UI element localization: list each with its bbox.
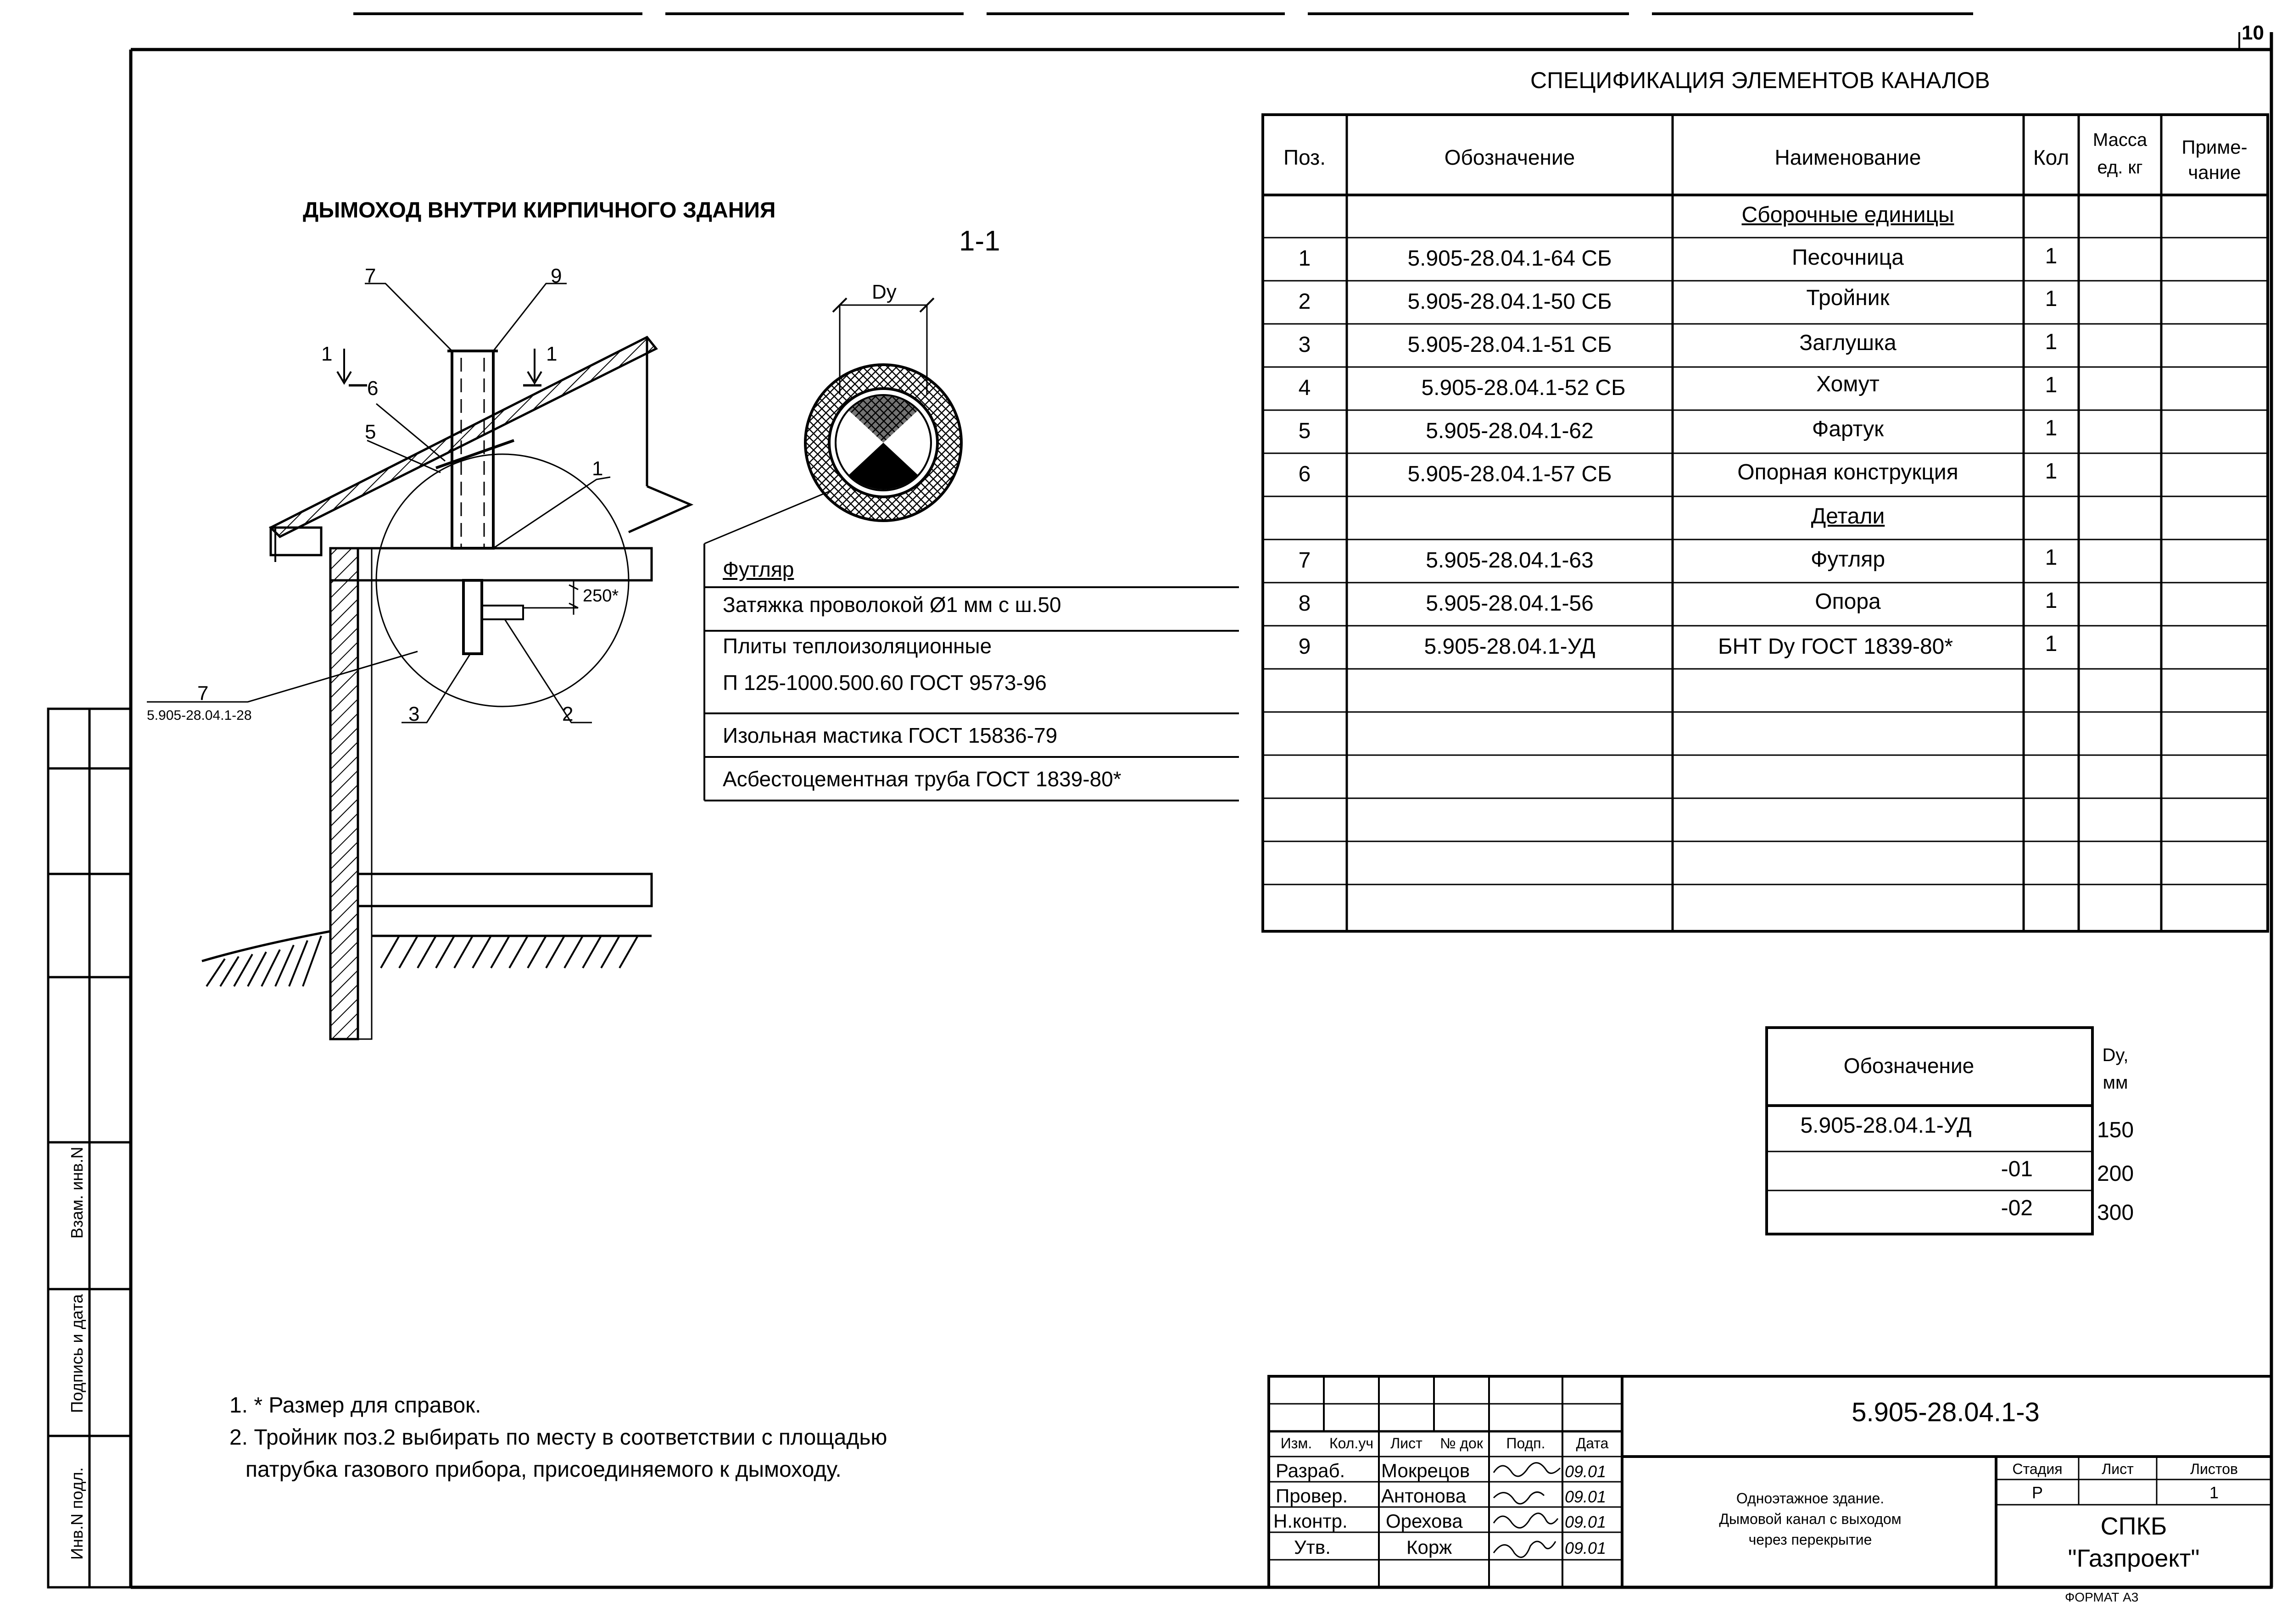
dy-header-code: Обозначение — [1843, 1054, 1975, 1078]
sheet-frame — [131, 32, 2271, 1587]
callout-2: 2 — [562, 703, 574, 725]
tb-desc-1: Одноэтажное здание. — [1736, 1490, 1885, 1507]
stamp-vzam: Взам. инв.N — [67, 1146, 86, 1239]
tb-sheets-label: Листов — [2190, 1461, 2238, 1477]
spec-title: СПЕЦИФИКАЦИЯ ЭЛЕМЕНТОВ КАНАЛОВ — [1530, 67, 1990, 93]
legend-footlar: Футляр — [723, 557, 794, 581]
spec-header-code: Обозначение — [1444, 145, 1575, 169]
callout-7b: 7 — [197, 682, 209, 705]
tb-desc-3: через перекрытие — [1748, 1531, 1872, 1548]
spec-header-mass-1: Масса — [2092, 130, 2148, 150]
legend-pipe: Асбестоцементная труба ГОСТ 1839-80* — [723, 767, 1121, 791]
note-1: 1. * Размер для справок. — [229, 1393, 481, 1418]
spec-header-mass-2: ед. кг — [2097, 157, 2143, 178]
dim-250: 250* — [583, 586, 619, 606]
tb-sheets: 1 — [2209, 1483, 2219, 1502]
tb-org-1: СПКБ — [2100, 1513, 2167, 1540]
legend-mastic: Изольная мастика ГОСТ 15836-79 — [723, 723, 1058, 747]
signatures — [1494, 1463, 1560, 1557]
callout-9: 9 — [551, 265, 562, 287]
stamp-inv: Инв.N подл. — [67, 1467, 86, 1560]
callout-7: 7 — [365, 265, 376, 287]
legend-plates-2: П 125-1000.500.60 ГОСТ 9573-96 — [723, 671, 1047, 695]
tb-col-date: Дата — [1576, 1435, 1609, 1452]
spec-header-note-2: чание — [2188, 161, 2241, 183]
page-number: 10 — [2242, 22, 2264, 44]
side-stamp-frame — [48, 709, 131, 1587]
legend-wire: Затяжка проволокой Ø1 мм с ш.50 — [723, 593, 1061, 617]
dim-dy: Dy — [872, 281, 897, 303]
callout-3: 3 — [408, 703, 420, 725]
tb-col-izm: Изм. — [1280, 1435, 1312, 1452]
tb-org-2: "Газпроект" — [2068, 1545, 2200, 1572]
dy-header-dy: Dy, — [2102, 1045, 2129, 1065]
building-drawing — [147, 284, 691, 1039]
section-mark-right: 1 — [546, 343, 558, 365]
section-mark-left: 1 — [321, 343, 333, 365]
dy-header-mm: мм — [2103, 1073, 2128, 1093]
drawing-title: ДЫМОХОД ВНУТРИ КИРПИЧНОГО ЗДАНИЯ — [303, 198, 776, 222]
legend-plates-1: Плиты теплоизоляционные — [723, 634, 992, 658]
callout-6: 6 — [367, 377, 379, 400]
pipe-section — [704, 298, 961, 544]
section-label: 1-1 — [959, 225, 1000, 257]
spec-group-details: Детали — [1811, 504, 1885, 528]
spec-header-note-1: Приме- — [2181, 136, 2248, 158]
tb-format: ФОРМАТ А3 — [2065, 1590, 2139, 1604]
tb-col-podp: Подп. — [1506, 1435, 1545, 1452]
callout-code: 5.905-28.04.1-28 — [147, 708, 252, 723]
spec-header-pos: Поз. — [1283, 145, 1326, 169]
tb-sheet-label: Лист — [2102, 1461, 2134, 1477]
tb-stage-label: Стадия — [2012, 1461, 2063, 1477]
spec-header-name: Наименование — [1774, 145, 1921, 169]
callout-1: 1 — [592, 457, 603, 480]
tb-col-ndok: № док — [1440, 1435, 1483, 1452]
note-2: 2. Тройник поз.2 выбирать по месту в соответствии с площадью — [229, 1425, 887, 1450]
tb-desc-2: Дымовой канал с выходом — [1719, 1511, 1902, 1527]
callout-5: 5 — [365, 421, 376, 443]
tb-stage: Р — [2031, 1483, 2043, 1502]
spec-group-assembly: Сборочные единицы — [1741, 203, 1954, 227]
tb-col-list: Лист — [1390, 1435, 1422, 1452]
doc-number: 5.905-28.04.1-3 — [1852, 1397, 2040, 1427]
note-3: патрубка газового прибора, присоединяемого к дымоходу. — [245, 1457, 842, 1482]
spec-header-qty: Кол — [2033, 145, 2069, 169]
tb-col-koluch: Кол.уч — [1329, 1435, 1373, 1452]
stamp-podpis: Подпись и дата — [67, 1294, 86, 1413]
spec-table-grid — [1263, 115, 2268, 931]
